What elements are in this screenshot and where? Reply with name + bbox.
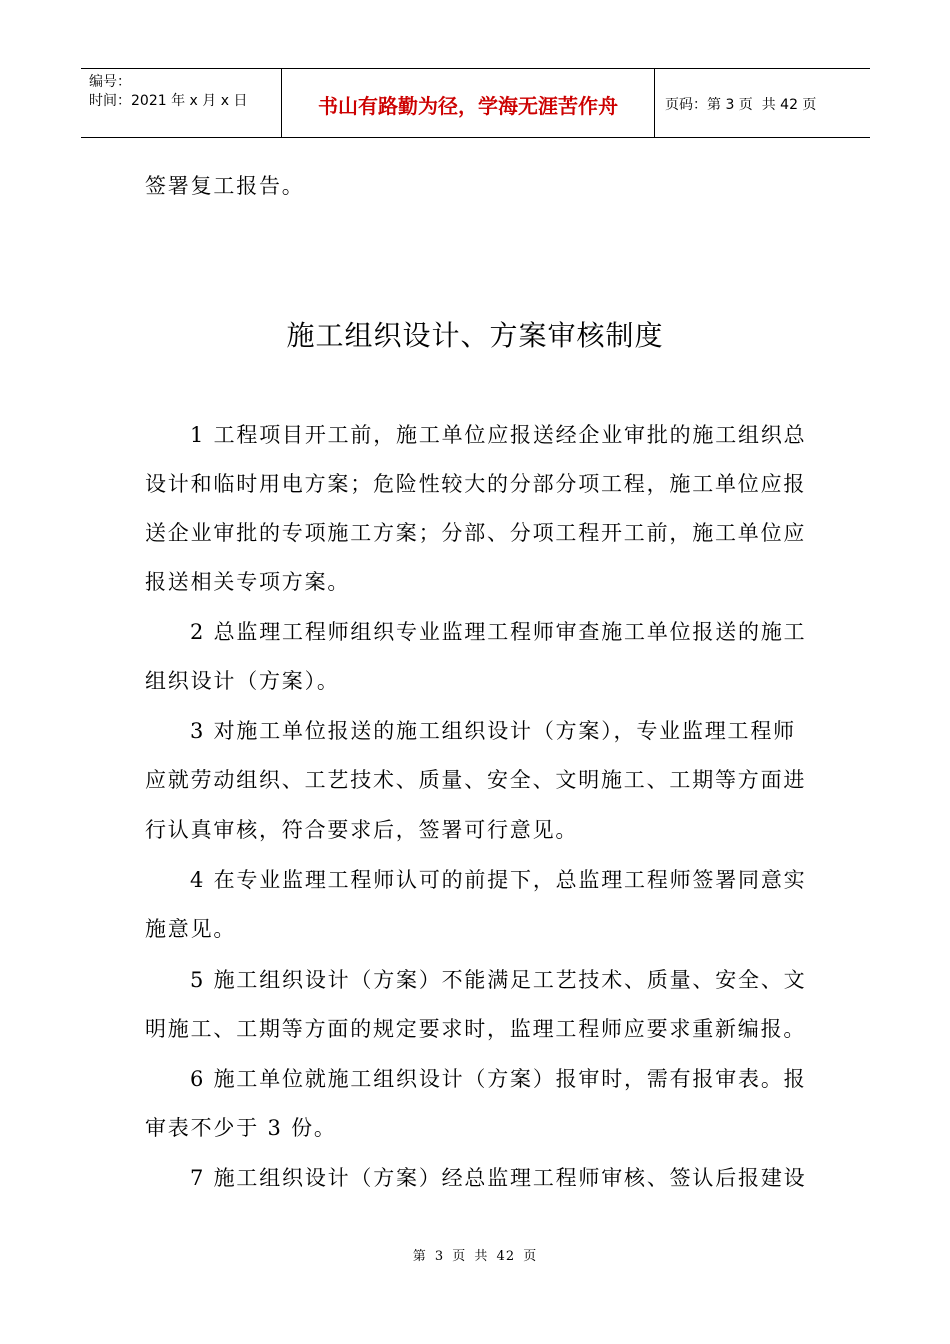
body-line: 应就劳动组织、工艺技术、质量、安全、文明施工、工期等方面进 <box>145 768 807 792</box>
body-line: 5 施工组织设计（方案）不能满足工艺技术、质量、安全、文 <box>190 968 807 992</box>
body-line: 报送相关专项方案。 <box>145 570 351 594</box>
body-line: 行认真审核，符合要求后，签署可行意见。 <box>145 818 579 842</box>
body-line: 2 总监理工程师组织专业监理工程师审查施工单位报送的施工 <box>190 620 807 644</box>
page-footer: 第 3 页 共 42 页 <box>412 1249 538 1264</box>
body-line: 送企业审批的专项施工方案；分部、分项工程开工前，施工单位应 <box>145 521 807 545</box>
body-line: 组织设计（方案）。 <box>145 669 340 693</box>
body-line: 审表不少于 3 份。 <box>145 1116 337 1140</box>
header-page-info: 页码：第 3 页 共 42 页 <box>665 97 817 113</box>
body-line: 1 工程项目开工前，施工单位应报送经企业审批的施工组织总 <box>190 423 807 447</box>
body-line: 4 在专业监理工程师认可的前提下，总监理工程师签署同意实 <box>190 868 807 892</box>
page-header <box>81 68 870 138</box>
section-title: 施工组织设计、方案审核制度 <box>286 319 664 352</box>
carryover-line: 签署复工报告。 <box>145 174 305 198</box>
header-meta-cell <box>81 69 281 137</box>
document-number-label: 编号： <box>89 74 131 90</box>
body-line: 3 对施工单位报送的施工组织设计（方案），专业监理工程师 <box>190 719 796 743</box>
document-date: 时间：2021 年 x 月 x 日 <box>89 93 248 109</box>
header-motto: 书山有路勤为径，学海无涯苦作舟 <box>281 69 655 137</box>
body-line: 6 施工单位就施工组织设计（方案）报审时，需有报审表。报 <box>190 1067 807 1091</box>
body-line: 明施工、工期等方面的规定要求时，监理工程师应要求重新编报。 <box>145 1017 807 1041</box>
body-line: 7 施工组织设计（方案）经总监理工程师审核、签认后报建设 <box>190 1166 807 1190</box>
body-line: 施意见。 <box>145 917 237 941</box>
body-line: 设计和临时用电方案；危险性较大的分部分项工程，施工单位应报 <box>145 472 807 496</box>
